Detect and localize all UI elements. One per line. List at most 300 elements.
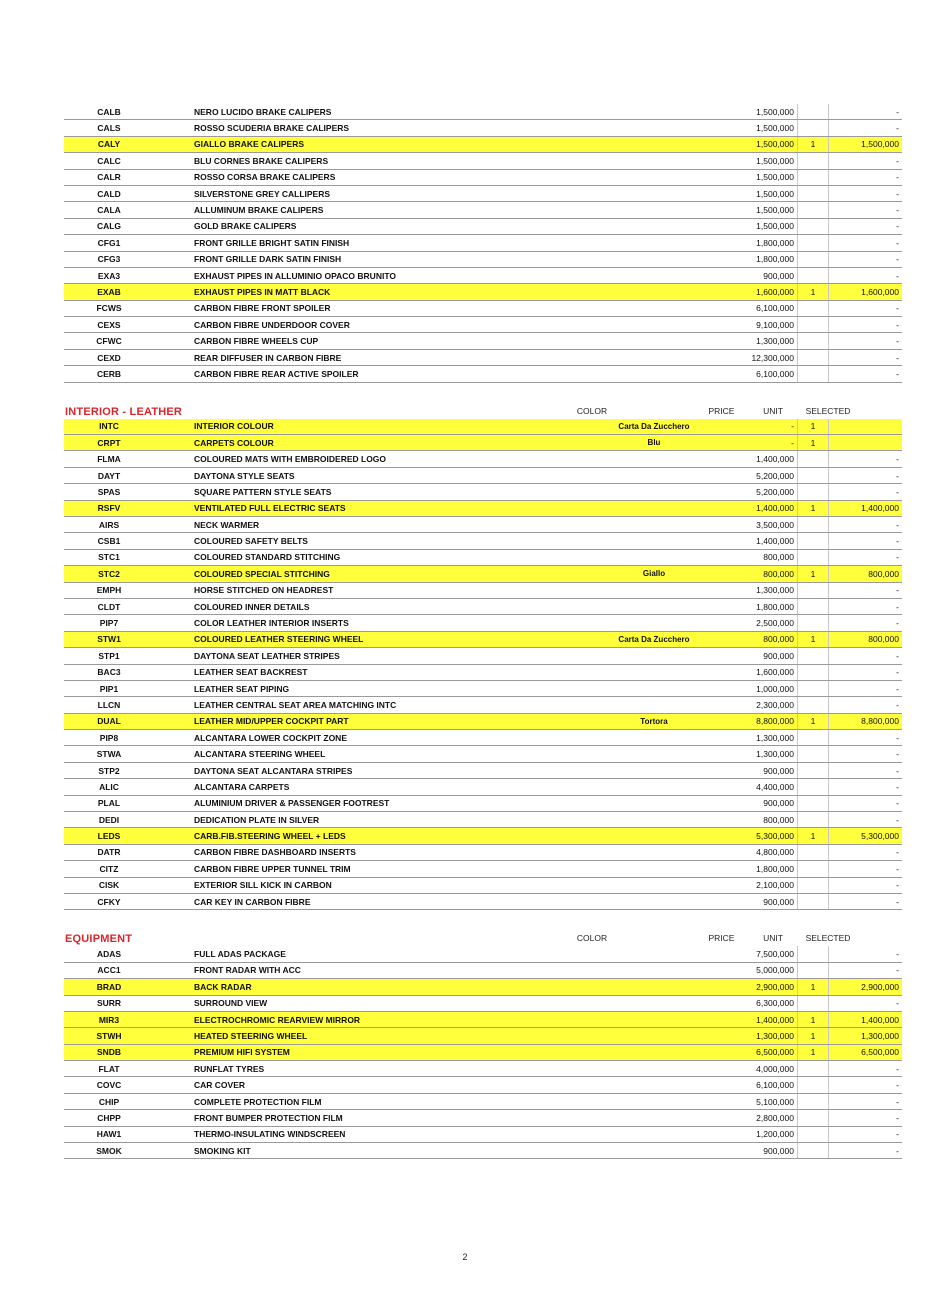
option-code: STWH — [64, 1028, 154, 1044]
option-price: 2,900,000 — [724, 979, 798, 995]
equipment-unit-header: UNIT — [763, 933, 783, 944]
option-price: 900,000 — [724, 762, 798, 778]
table-row — [64, 467, 902, 483]
option-description: CARBON FIBRE WHEELS CUP — [154, 333, 584, 349]
option-color — [584, 120, 724, 136]
option-price: 6,500,000 — [724, 1044, 798, 1060]
option-description: NERO LUCIDO BRAKE CALIPERS — [154, 104, 584, 120]
option-price: 2,300,000 — [724, 697, 798, 713]
option-description: ALUMINIUM DRIVER & PASSENGER FOOTREST — [154, 795, 584, 811]
option-unit — [798, 730, 829, 746]
table-row — [64, 762, 902, 778]
option-price: 6,100,000 — [724, 366, 798, 382]
option-unit — [798, 946, 829, 962]
option-selected-total: - — [829, 962, 903, 978]
option-price: 6,100,000 — [724, 1077, 798, 1093]
option-selected-total: - — [829, 169, 903, 185]
option-price: 4,400,000 — [724, 779, 798, 795]
option-unit — [798, 153, 829, 169]
option-description: PREMIUM HIFI SYSTEM — [154, 1044, 584, 1060]
option-code: CALS — [64, 120, 154, 136]
option-selected-total: 8,800,000 — [829, 713, 903, 729]
option-color: Carta Da Zucchero — [584, 631, 724, 647]
option-selected-total: 1,400,000 — [829, 1011, 903, 1027]
table-row — [64, 730, 902, 746]
option-code: BRAD — [64, 979, 154, 995]
option-selected-total: 800,000 — [829, 566, 903, 582]
option-color — [584, 202, 724, 218]
option-price: 900,000 — [724, 1143, 798, 1159]
option-unit — [798, 185, 829, 201]
option-code: PIP8 — [64, 730, 154, 746]
option-price: 2,500,000 — [724, 615, 798, 631]
table-row — [64, 366, 902, 382]
option-unit — [798, 995, 829, 1011]
option-code: STP2 — [64, 762, 154, 778]
option-description: LEATHER MID/UPPER COCKPIT PART — [154, 713, 584, 729]
option-color — [584, 1110, 724, 1126]
option-unit — [798, 169, 829, 185]
option-selected-total: 5,300,000 — [829, 828, 903, 844]
option-price: 9,100,000 — [724, 317, 798, 333]
option-color — [584, 533, 724, 549]
table-row — [64, 877, 902, 893]
table-row — [64, 185, 902, 201]
option-price: 6,100,000 — [724, 300, 798, 316]
table-row — [64, 812, 902, 828]
option-color — [584, 484, 724, 500]
option-unit — [798, 648, 829, 664]
table-row — [64, 349, 902, 365]
option-code: DAYT — [64, 467, 154, 483]
option-description: COMPLETE PROTECTION FILM — [154, 1093, 584, 1109]
option-color — [584, 136, 724, 152]
option-price: 1,500,000 — [724, 202, 798, 218]
option-color — [584, 946, 724, 962]
table-row — [64, 1011, 902, 1027]
option-price: 5,100,000 — [724, 1093, 798, 1109]
option-unit — [798, 516, 829, 532]
option-code: RSFV — [64, 500, 154, 516]
option-unit — [798, 1093, 829, 1109]
option-price: 4,000,000 — [724, 1061, 798, 1077]
option-code: LEDS — [64, 828, 154, 844]
option-unit: 1 — [798, 284, 829, 300]
option-description: COLOURED SAFETY BELTS — [154, 533, 584, 549]
option-code: CFG1 — [64, 235, 154, 251]
option-unit — [798, 697, 829, 713]
interior-price-header: PRICE — [708, 405, 735, 416]
option-unit — [798, 1143, 829, 1159]
table-row — [64, 317, 902, 333]
option-selected-total: - — [829, 218, 903, 234]
option-color — [584, 664, 724, 680]
option-selected-total: - — [829, 1110, 903, 1126]
option-code: COVC — [64, 1077, 154, 1093]
option-price: 1,600,000 — [724, 284, 798, 300]
option-description: CAR KEY IN CARBON FIBRE — [154, 893, 584, 909]
exterior-options-table — [64, 104, 902, 383]
equipment-color-header: COLOR — [576, 933, 608, 944]
option-color — [584, 893, 724, 909]
option-color — [584, 762, 724, 778]
option-selected-total: - — [829, 1077, 903, 1093]
option-color — [584, 267, 724, 283]
option-unit — [798, 877, 829, 893]
option-selected-total — [829, 435, 903, 451]
option-selected-total: - — [829, 877, 903, 893]
option-code: STW1 — [64, 631, 154, 647]
option-unit — [798, 598, 829, 614]
option-color — [584, 598, 724, 614]
option-selected-total: - — [829, 1061, 903, 1077]
option-selected-total: - — [829, 746, 903, 762]
option-price: 1,300,000 — [724, 730, 798, 746]
option-description: CARBON FIBRE UNDERDOOR COVER — [154, 317, 584, 333]
option-description: ELECTROCHROMIC REARVIEW MIRROR — [154, 1011, 584, 1027]
option-description: RUNFLAT TYRES — [154, 1061, 584, 1077]
option-code: SMOK — [64, 1143, 154, 1159]
option-description: FULL ADAS PACKAGE — [154, 946, 584, 962]
option-price: 900,000 — [724, 267, 798, 283]
option-selected-total: - — [829, 251, 903, 267]
option-description: HEATED STEERING WHEEL — [154, 1028, 584, 1044]
option-price: 1,400,000 — [724, 533, 798, 549]
option-color — [584, 1044, 724, 1060]
option-unit — [798, 664, 829, 680]
option-description: LEATHER SEAT PIPING — [154, 680, 584, 696]
table-row — [64, 169, 902, 185]
option-unit — [798, 366, 829, 382]
option-selected-total: - — [829, 185, 903, 201]
option-unit — [798, 333, 829, 349]
option-selected-total: - — [829, 533, 903, 549]
option-color: Blu — [584, 435, 724, 451]
option-selected-total: 1,500,000 — [829, 136, 903, 152]
option-price: 2,100,000 — [724, 877, 798, 893]
option-price: - — [724, 435, 798, 451]
option-selected-total: - — [829, 795, 903, 811]
option-price: 1,800,000 — [724, 861, 798, 877]
option-code: PIP1 — [64, 680, 154, 696]
option-code: CFKY — [64, 893, 154, 909]
table-row — [64, 153, 902, 169]
option-color — [584, 235, 724, 251]
option-color — [584, 730, 724, 746]
option-description: INTERIOR COLOUR — [154, 419, 584, 435]
option-price: 4,800,000 — [724, 844, 798, 860]
option-description: BLU CORNES BRAKE CALIPERS — [154, 153, 584, 169]
option-color — [584, 104, 724, 120]
option-description: ALCANTARA STEERING WHEEL — [154, 746, 584, 762]
option-description: THERMO-INSULATING WINDSCREEN — [154, 1126, 584, 1142]
option-code: CALG — [64, 218, 154, 234]
option-price: 1,300,000 — [724, 1028, 798, 1044]
table-row — [64, 893, 902, 909]
option-description: COLOURED SPECIAL STITCHING — [154, 566, 584, 582]
table-row — [64, 779, 902, 795]
table-row — [64, 333, 902, 349]
option-price: 6,300,000 — [724, 995, 798, 1011]
option-description: LEATHER CENTRAL SEAT AREA MATCHING INTC — [154, 697, 584, 713]
option-code: FLAT — [64, 1061, 154, 1077]
table-row — [64, 284, 902, 300]
option-code: CALA — [64, 202, 154, 218]
option-color: Tortora — [584, 713, 724, 729]
option-description: ALCANTARA CARPETS — [154, 779, 584, 795]
option-unit — [798, 844, 829, 860]
option-price: 3,500,000 — [724, 516, 798, 532]
table-row — [64, 746, 902, 762]
option-code: CFWC — [64, 333, 154, 349]
table-row — [64, 136, 902, 152]
option-unit — [798, 349, 829, 365]
option-selected-total: - — [829, 300, 903, 316]
table-row — [64, 795, 902, 811]
option-selected-total: - — [829, 946, 903, 962]
option-selected-total: - — [829, 1093, 903, 1109]
option-selected-total: - — [829, 844, 903, 860]
option-price: 1,000,000 — [724, 680, 798, 696]
interior-unit-header: UNIT — [763, 405, 783, 416]
option-code: HAW1 — [64, 1126, 154, 1142]
option-unit — [798, 861, 829, 877]
option-unit: 1 — [798, 713, 829, 729]
interior-section-title: INTERIOR - LEATHER — [65, 405, 183, 418]
option-description: ALLUMINUM BRAKE CALIPERS — [154, 202, 584, 218]
option-color — [584, 648, 724, 664]
option-description: FRONT BUMPER PROTECTION FILM — [154, 1110, 584, 1126]
option-color — [584, 284, 724, 300]
option-unit — [798, 120, 829, 136]
option-code: STC1 — [64, 549, 154, 565]
option-price: 1,800,000 — [724, 235, 798, 251]
option-description: DAYTONA STYLE SEATS — [154, 467, 584, 483]
table-row — [64, 435, 902, 451]
option-color — [584, 844, 724, 860]
option-unit — [798, 1126, 829, 1142]
option-selected-total: - — [829, 893, 903, 909]
option-code: ACC1 — [64, 962, 154, 978]
option-unit: 1 — [798, 419, 829, 435]
option-selected-total: - — [829, 680, 903, 696]
option-selected-total: - — [829, 317, 903, 333]
option-selected-total: - — [829, 861, 903, 877]
option-selected-total — [829, 419, 903, 435]
option-description: HORSE STITCHED ON HEADREST — [154, 582, 584, 598]
option-selected-total: - — [829, 202, 903, 218]
option-price: 1,400,000 — [724, 1011, 798, 1027]
option-unit — [798, 680, 829, 696]
option-code: AIRS — [64, 516, 154, 532]
option-color — [584, 680, 724, 696]
option-selected-total: - — [829, 1143, 903, 1159]
option-selected-total: - — [829, 730, 903, 746]
option-price: 12,300,000 — [724, 349, 798, 365]
option-unit — [798, 533, 829, 549]
option-selected-total: - — [829, 267, 903, 283]
table-row — [64, 300, 902, 316]
option-code: CALR — [64, 169, 154, 185]
option-description: COLOURED STANDARD STITCHING — [154, 549, 584, 565]
option-color — [584, 1061, 724, 1077]
option-unit: 1 — [798, 979, 829, 995]
interior-section-header — [64, 393, 864, 419]
option-code: STWA — [64, 746, 154, 762]
option-description: ROSSO SCUDERIA BRAKE CALIPERS — [154, 120, 584, 136]
option-code: SPAS — [64, 484, 154, 500]
table-row — [64, 549, 902, 565]
option-code: CSB1 — [64, 533, 154, 549]
option-code: SNDB — [64, 1044, 154, 1060]
table-row — [64, 713, 902, 729]
option-price: 1,500,000 — [724, 218, 798, 234]
option-selected-total: - — [829, 349, 903, 365]
option-code: SURR — [64, 995, 154, 1011]
option-price: 1,500,000 — [724, 120, 798, 136]
option-unit — [798, 1110, 829, 1126]
option-color — [584, 1077, 724, 1093]
option-unit — [798, 235, 829, 251]
option-selected-total: - — [829, 762, 903, 778]
option-color: Giallo — [584, 566, 724, 582]
option-selected-total: - — [829, 995, 903, 1011]
table-row — [64, 451, 902, 467]
table-row — [64, 1110, 902, 1126]
option-description: CARB.FIB.STEERING WHEEL + LEDS — [154, 828, 584, 844]
option-unit: 1 — [798, 1044, 829, 1060]
option-unit — [798, 795, 829, 811]
option-unit — [798, 779, 829, 795]
option-selected-total: - — [829, 516, 903, 532]
option-price: 2,800,000 — [724, 1110, 798, 1126]
option-price: 900,000 — [724, 795, 798, 811]
option-description: FRONT GRILLE BRIGHT SATIN FINISH — [154, 235, 584, 251]
table-row — [64, 566, 902, 582]
option-code: PIP7 — [64, 615, 154, 631]
table-row — [64, 120, 902, 136]
option-unit — [798, 1061, 829, 1077]
option-unit: 1 — [798, 500, 829, 516]
option-price: 5,300,000 — [724, 828, 798, 844]
option-price: 800,000 — [724, 631, 798, 647]
option-selected-total: 1,300,000 — [829, 1028, 903, 1044]
option-unit — [798, 300, 829, 316]
option-price: 1,600,000 — [724, 664, 798, 680]
option-color — [584, 962, 724, 978]
option-price: 800,000 — [724, 812, 798, 828]
option-code: LLCN — [64, 697, 154, 713]
option-color — [584, 317, 724, 333]
option-color — [584, 1011, 724, 1027]
table-row — [64, 1126, 902, 1142]
option-selected-total: - — [829, 467, 903, 483]
option-selected-total: - — [829, 1126, 903, 1142]
equipment-selected-header: SELECTED — [805, 933, 851, 944]
option-color — [584, 300, 724, 316]
option-code: EXAB — [64, 284, 154, 300]
option-color — [584, 549, 724, 565]
option-selected-total: 800,000 — [829, 631, 903, 647]
option-color — [584, 828, 724, 844]
table-row — [64, 861, 902, 877]
option-code: CEXS — [64, 317, 154, 333]
option-unit — [798, 962, 829, 978]
option-code: CALY — [64, 136, 154, 152]
option-price: 1,400,000 — [724, 500, 798, 516]
option-description: SURROUND VIEW — [154, 995, 584, 1011]
option-color — [584, 795, 724, 811]
option-color — [584, 995, 724, 1011]
option-code: EMPH — [64, 582, 154, 598]
option-selected-total: 1,600,000 — [829, 284, 903, 300]
option-description: BACK RADAR — [154, 979, 584, 995]
option-price: 1,300,000 — [724, 333, 798, 349]
equipment-options-table — [64, 946, 902, 1159]
option-unit — [798, 1077, 829, 1093]
option-unit — [798, 202, 829, 218]
option-description: COLOURED MATS WITH EMBROIDERED LOGO — [154, 451, 584, 467]
option-description: DAYTONA SEAT LEATHER STRIPES — [154, 648, 584, 664]
option-price: 1,800,000 — [724, 598, 798, 614]
option-unit: 1 — [798, 136, 829, 152]
option-color — [584, 251, 724, 267]
option-description: FRONT GRILLE DARK SATIN FINISH — [154, 251, 584, 267]
option-color — [584, 516, 724, 532]
option-price: 8,800,000 — [724, 713, 798, 729]
option-unit: 1 — [798, 1011, 829, 1027]
option-code: CHPP — [64, 1110, 154, 1126]
option-unit: 1 — [798, 631, 829, 647]
option-color — [584, 500, 724, 516]
option-selected-total: - — [829, 582, 903, 598]
option-description: GIALLO BRAKE CALIPERS — [154, 136, 584, 152]
option-selected-total: - — [829, 779, 903, 795]
table-row — [64, 598, 902, 614]
table-row — [64, 1093, 902, 1109]
option-unit — [798, 467, 829, 483]
option-code: INTC — [64, 419, 154, 435]
option-code: CFG3 — [64, 251, 154, 267]
option-unit: 1 — [798, 435, 829, 451]
table-row — [64, 1044, 902, 1060]
option-unit: 1 — [798, 566, 829, 582]
table-row — [64, 1143, 902, 1159]
option-unit — [798, 746, 829, 762]
option-selected-total: - — [829, 549, 903, 565]
option-price: 1,300,000 — [724, 582, 798, 598]
option-selected-total: - — [829, 451, 903, 467]
option-price: 1,500,000 — [724, 185, 798, 201]
table-row — [64, 202, 902, 218]
interior-options-table — [64, 419, 902, 911]
option-color — [584, 1143, 724, 1159]
option-description: EXHAUST PIPES IN ALLUMINIO OPACO BRUNITO — [154, 267, 584, 283]
option-color — [584, 615, 724, 631]
table-row — [64, 680, 902, 696]
option-color — [584, 1126, 724, 1142]
option-description: CAR COVER — [154, 1077, 584, 1093]
option-description: COLOR LEATHER INTERIOR INSERTS — [154, 615, 584, 631]
option-price: 5,000,000 — [724, 962, 798, 978]
option-unit — [798, 615, 829, 631]
option-code: STP1 — [64, 648, 154, 664]
table-row — [64, 500, 902, 516]
table-row — [64, 104, 902, 120]
option-price: 1,400,000 — [724, 451, 798, 467]
table-row — [64, 946, 902, 962]
table-row — [64, 631, 902, 647]
